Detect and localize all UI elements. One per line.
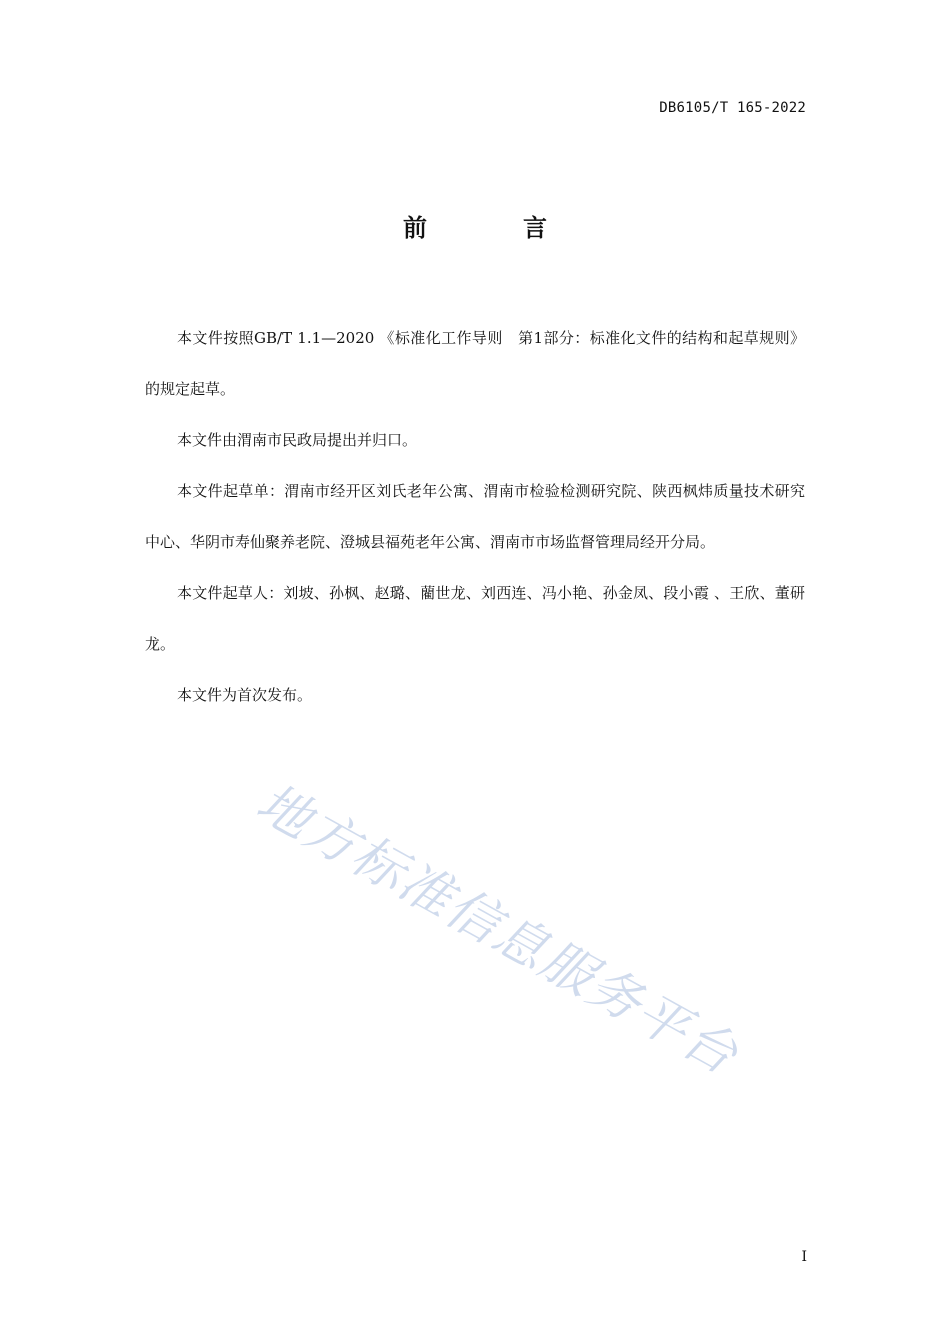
page-title: 前 言 — [403, 214, 583, 242]
document-body — [145, 313, 805, 721]
paragraph-drafting-units: 本文件起草单：渭南市经开区刘氏老年公寓、渭南市检验检测研究院、陕西枫炜质量技术研究中心、华阴市寿仙聚养老院、澄城县福苑老年公寓、渭南市市场监督管理局经开分局。 — [145, 482, 805, 551]
paragraph-drafting-basis: 本文件按照GB/T 1.1—2020 《标准化工作导则 第1部分：标准化文件的结构和起草规则》的规定起草。 — [145, 329, 805, 398]
page-number: I — [801, 1249, 807, 1265]
paragraph-proposer: 本文件由渭南市民政局提出并归口。 — [177, 431, 418, 449]
watermark: 地方标准信息服务平台 — [246, 772, 749, 1087]
paragraph-drafters: 本文件起草人：刘坡、孙枫、赵璐、藺世龙、刘西连、冯小艳、孙金凤、段小霞 、王欣、董研龙。 — [145, 584, 805, 653]
paragraph-first-release: 本文件为首次发布。 — [177, 686, 313, 704]
document-code: DB6105/T 165-2022 — [659, 100, 806, 116]
